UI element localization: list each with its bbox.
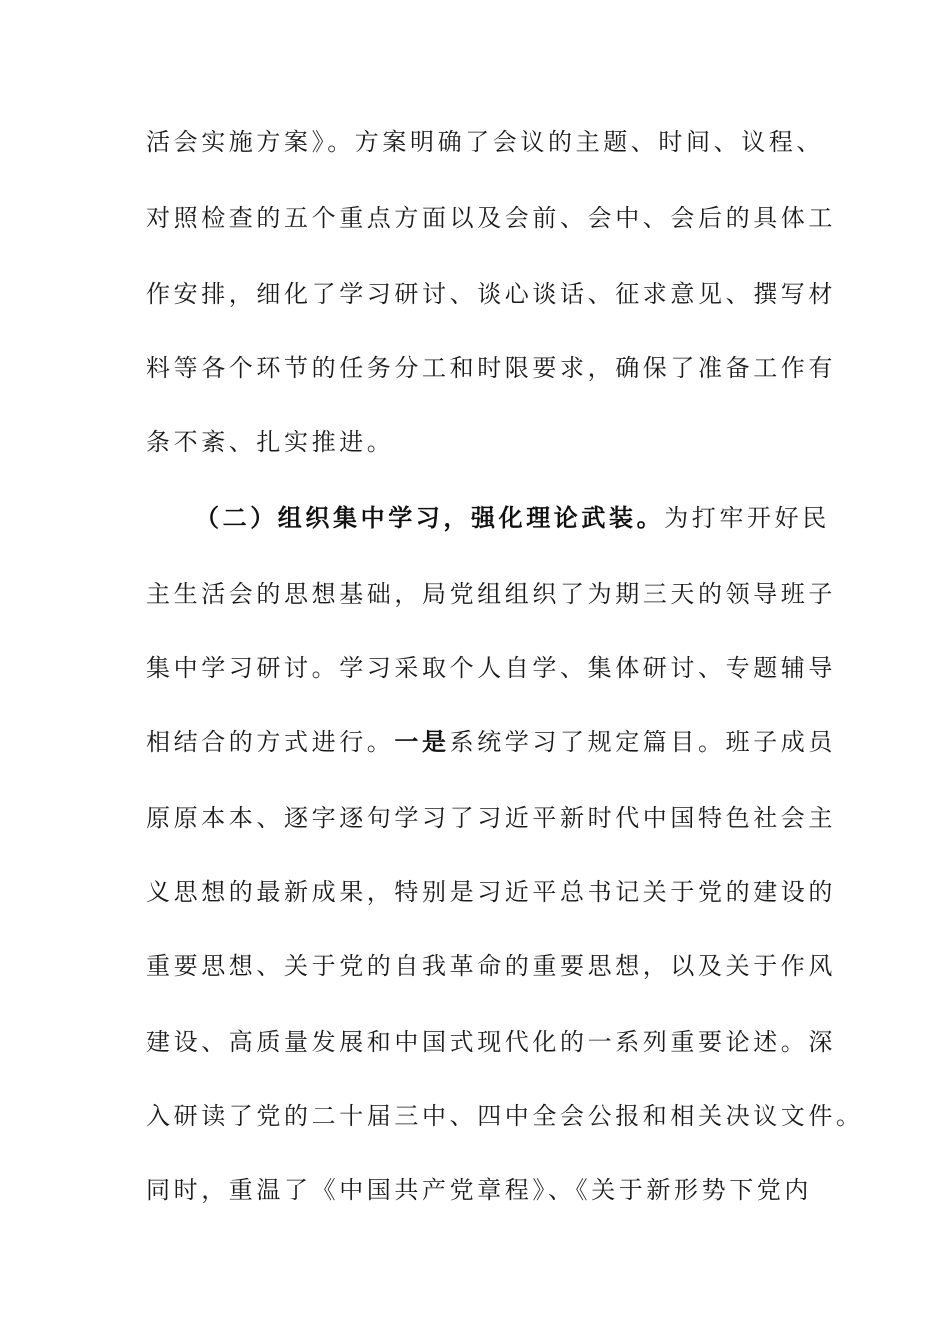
paragraph-line-1: 活会实施方案》。方案明确了会议的主题、时间、议程、	[146, 128, 824, 156]
section-heading: （二）组织集中学习，强化理论武装。	[195, 503, 665, 532]
paragraph-line-11: 义思想的最新成果，特别是习近平总书记关于党的建设的	[146, 878, 836, 906]
paragraph-line-4: 料等各个环节的任务分工和时限要求，确保了准备工作有	[146, 354, 836, 382]
section-heading-continuation: 为打牢开好民	[664, 504, 830, 532]
section-heading-line	[195, 498, 875, 538]
paragraph-line-15: 同时，重温了《中国共产党章程》、《关于新形势下党内	[146, 1176, 812, 1204]
paragraph-line-3: 作安排，细化了学习研讨、谈心谈话、征求意见、撰写材	[146, 280, 836, 308]
paragraph-line-5: 条不紊、扎实推进。	[146, 428, 395, 456]
paragraph-line-12: 重要思想、关于党的自我革命的重要思想，以及关于作风	[146, 952, 836, 980]
paragraph-line-10: 原原本本、逐字逐句学习了习近平新时代中国特色社会主	[146, 804, 836, 832]
line-9-before: 相结合的方式进行。	[146, 728, 395, 756]
paragraph-line-9	[146, 722, 837, 762]
emphasis-yishi: 一是	[394, 727, 450, 756]
paragraph-line-14: 入研读了党的二十届三中、四中全会公报和相关决议文件。	[146, 1102, 864, 1130]
paragraph-line-13: 建设、高质量发展和中国式现代化的一系列重要论述。深	[146, 1028, 836, 1056]
paragraph-line-8: 集中学习研讨。学习采取个人自学、集体研讨、专题辅导	[146, 654, 836, 682]
line-9-after: 系统学习了规定篇目。班子成员	[449, 728, 837, 756]
paragraph-line-7: 主生活会的思想基础，局党组组织了为期三天的领导班子	[146, 580, 836, 608]
paragraph-line-2: 对照检查的五个重点方面以及会前、会中、会后的具体工	[146, 204, 836, 232]
